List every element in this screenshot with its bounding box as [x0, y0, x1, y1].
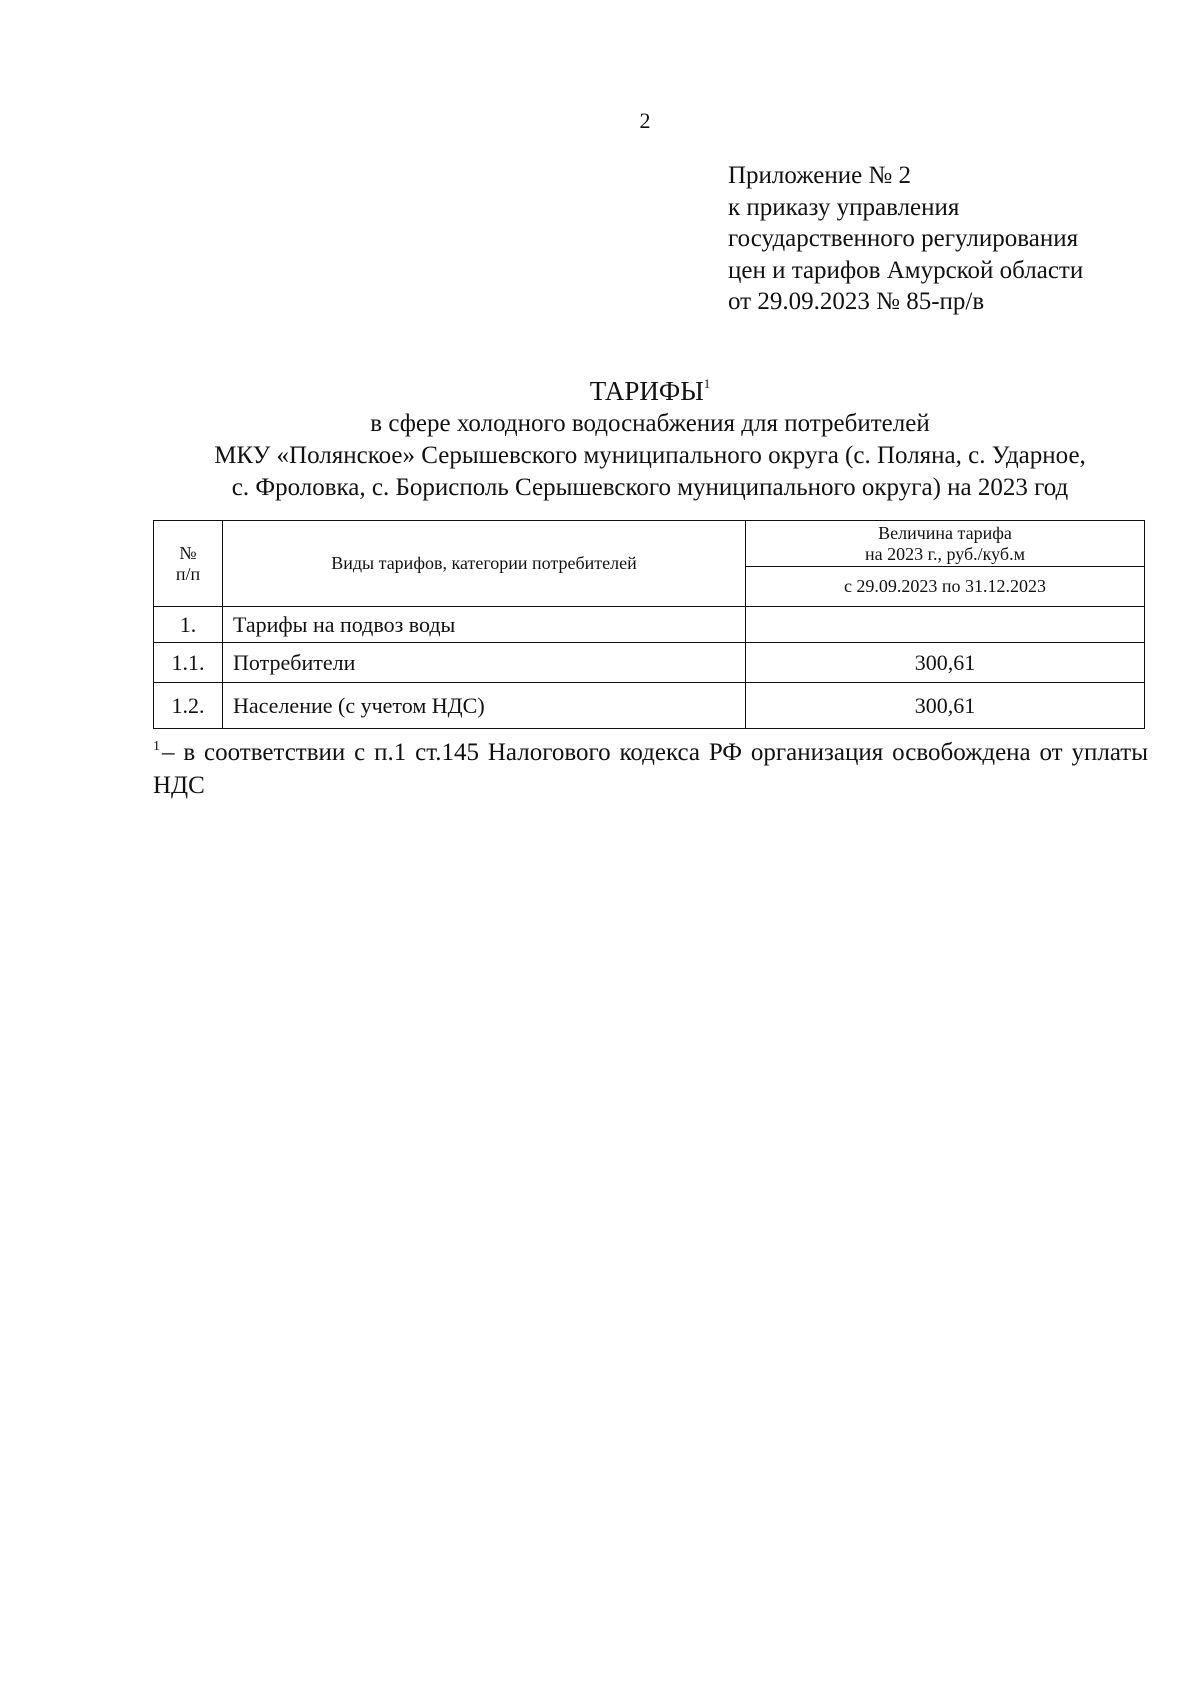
row-name: Потребители [223, 643, 746, 683]
appendix-line: к приказу управления [728, 193, 960, 221]
appendix-block [728, 160, 1083, 318]
row-value: 300,61 [746, 643, 1145, 683]
header-value [746, 521, 1145, 567]
header-value-line2: на 2023 г., руб./куб.м [865, 543, 1025, 564]
row-num: 1. [154, 607, 223, 643]
title-footnote-mark: 1 [703, 376, 711, 391]
title-block [120, 374, 1180, 504]
subtitle-line: МКУ «Полянское» Серышевского муниципального округа (с. Поляна, с. Ударное, [214, 442, 1086, 469]
table-header-row [154, 521, 1145, 567]
table-row [154, 683, 1145, 729]
header-num-line2: п/п [175, 563, 201, 584]
appendix-line: Приложение № 2 [728, 162, 912, 189]
row-value [746, 607, 1145, 643]
page-number: 2 [639, 108, 651, 133]
row-name: Население (с учетом НДС) [223, 683, 746, 729]
row-value: 300,61 [746, 683, 1145, 729]
subtitle-line: в сфере холодного водоснабжения для потребителей [370, 410, 930, 437]
appendix-line: государственного регулирования [728, 225, 1079, 252]
header-value-line1: Величина тарифа [878, 522, 1012, 543]
footnote [153, 736, 1148, 802]
header-num-line1: № [179, 542, 197, 563]
header-period: с 29.09.2023 по 31.12.2023 [746, 567, 1145, 607]
tariff-table [153, 520, 1145, 729]
row-name: Тарифы на подвоз воды [223, 607, 746, 643]
table-row [154, 607, 1145, 643]
table-row [154, 643, 1145, 683]
appendix-line: от 29.09.2023 № 85-пр/в [728, 288, 985, 315]
appendix-line: цен и тарифов Амурской области [728, 256, 1084, 284]
row-num: 1.1. [154, 643, 223, 683]
footnote-text: – в соответствии с п.1 ст.145 Налогового кодекса РФ организация освобождена от уплаты НДС [153, 739, 1148, 799]
header-num [154, 521, 223, 607]
subtitle-line: с. Фроловка, с. Борисполь Серышевского муниципального округа) на 2023 год [231, 474, 1069, 501]
row-num: 1.2. [154, 683, 223, 729]
footnote-mark: 1 [153, 739, 160, 754]
header-name: Виды тарифов, категории потребителей [223, 521, 746, 607]
document-title [120, 374, 1180, 408]
document-title-text: ТАРИФЫ [589, 376, 704, 406]
